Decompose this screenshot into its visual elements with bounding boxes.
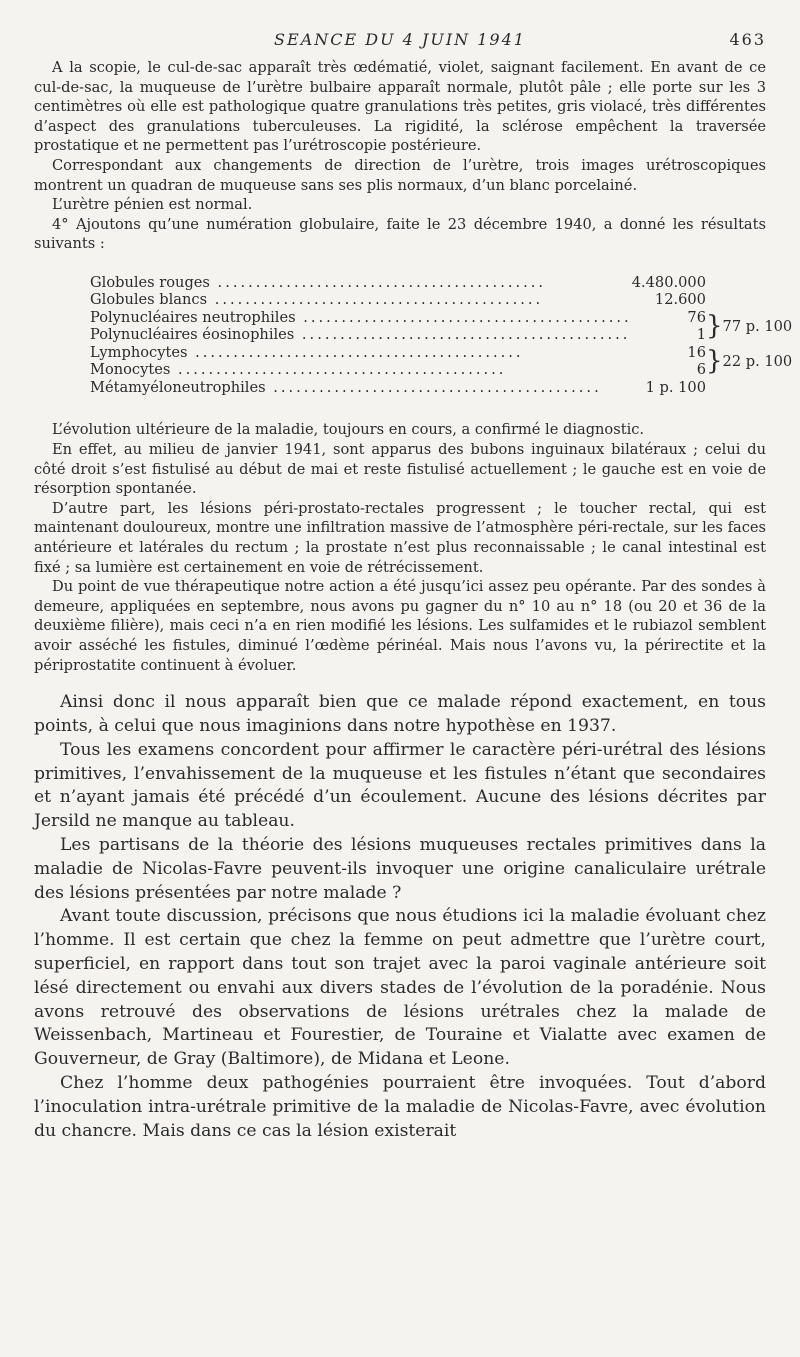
row-label: Globules blancs	[90, 291, 208, 309]
row-value: 16	[687, 343, 706, 361]
case-report-section-2	[34, 420, 766, 675]
row-label: Polynucléaires éosinophiles	[90, 326, 295, 344]
paragraph: Ainsi donc il nous apparaît bien que ce malade répond exactement, en tous points, à celui que nous imaginions dans notre hypothèse en 1937.	[34, 692, 766, 736]
blood-row: Lymphocytes ........................................... 16 } 22 p. 100	[90, 344, 792, 362]
row-label: Lymphocytes	[90, 343, 188, 361]
case-report-section-1	[34, 58, 766, 254]
row-label: Monocytes	[90, 361, 171, 379]
blood-row: Polynucléaires neutrophiles ........................................... 76 } 77 p. 100	[90, 309, 792, 327]
row-label: Globules rouges	[90, 273, 210, 291]
row-value: 76	[687, 308, 706, 326]
paragraph: Correspondant aux changements de direction de l’urètre, trois images urétroscopiques montrent un quadran de muqueuse sans ses plis normaux, d’un blanc porcelainé.	[34, 156, 766, 194]
blood-row: Monocytes ........................................... 6	[90, 361, 706, 379]
blood-row: Polynucléaires éosinophiles ........................................... 1	[90, 326, 706, 344]
page-number: 463	[729, 30, 766, 49]
row-value: 12.600	[654, 291, 706, 309]
row-label: Polynucléaires neutrophiles	[90, 308, 296, 326]
paragraph: L’évolution ultérieure de la maladie, toujours en cours, a confirmé le diagnostic.	[52, 421, 645, 439]
header-title: SEANCE DU 4 JUIN 1941	[274, 30, 526, 49]
row-value: 1 p. 100	[645, 378, 706, 396]
brace: }	[705, 311, 723, 342]
group-total: 22 p. 100	[722, 352, 793, 370]
group-total: 77 p. 100	[722, 317, 793, 335]
blood-row: Globules rouges ........................................... 4.480.000	[90, 273, 706, 291]
paragraph: Les partisans de la théorie des lésions muqueuses rectales primitives dans la maladie de Nicolas-Favre peuvent-ils invoquer une origine canaliculaire urétrale des lésions présentées par notre malade ?	[34, 834, 766, 903]
page	[34, 30, 793, 1143]
running-header	[34, 30, 766, 58]
blood-row: Métamyéloneutrophiles ........................................... 1 p. 100	[90, 378, 706, 396]
paragraph: A la scopie, le cul-de-sac apparaît très œdématié, violet, saignant facilement. En avant de ce cul-de-sac, la muqueuse de l’urètre bulbaire apparaît normale, plutôt pâle ; elle porte sur les 3 centimètres où elle est pathologique quatre granulations très petites, gris violacé, très différentes d’aspect des granulations tuberculeuses. La rigidité, la sclérose empêchent la traversée prostatique et ne permettent pas l’urétroscopie postérieure.	[34, 59, 766, 155]
paragraph: 4° Ajoutons qu’une numération globulaire, faite le 23 décembre 1940, a donné les résultats suivants :	[34, 215, 766, 253]
row-value: 4.480.000	[631, 273, 706, 291]
paragraph: Tous les examens concordent pour affirmer le caractère péri-urétral des lésions primitives, l’envahissement de la muqueuse et les fistules n’étant que secondaires et n’ayant jamais été précédé d’un écoulement. Aucune des lésions décrites par Jersild ne manque au tableau.	[34, 739, 766, 832]
row-value: 6	[696, 361, 706, 379]
blood-row: Globules blancs ........................................... 12.600	[90, 291, 706, 309]
paragraph: Chez l’homme deux pathogénies pourraient être invoquées. Tout d’abord l’inoculation intra-urétrale primitive de la maladie de Nicolas-Favre, avec évolution du chancre. Mais dans ce cas la lésion existerait	[34, 1072, 766, 1141]
discussion-section	[34, 691, 766, 1143]
brace: }	[705, 346, 723, 377]
paragraph: Du point de vue thérapeutique notre action a été jusqu’ici assez peu opérante. Par des sondes à demeure, appliquées en septembre, nous avons pu gagner du n° 10 au n° 18 (ou 20 et 36 de la deuxième filière), mais ceci n’a en rien modifié les lésions. Les sulfamides et le rubiazol semblent avoir asséché les fistules, diminué l’œdème périnéal. Mais nous l’avons vu, la périrectite et la périprostatite continuent à évoluer.	[34, 578, 766, 674]
blood-count-table	[90, 274, 792, 397]
row-label: Métamyéloneutrophiles	[90, 378, 266, 396]
paragraph: L’urètre pénien est normal.	[52, 196, 253, 214]
paragraph: Avant toute discussion, précisons que nous étudions ici la maladie évoluant chez l’homme. Il est certain que chez la femme on peut admettre que l’urètre court, superficiel, en rapport dans tout son trajet avec la paroi vaginale antérieure soit lésé directement ou envahi aux divers stades de l’évolution de la poradénie. Nous avons retrouvé des observations de lésions urétrales chez la malade de Weissenbach, Martineau et Fourestier, de Touraine et Vialatte avec examen de Gouverneur, de Gray (Baltimore), de Midana et Leone.	[34, 906, 766, 1070]
paragraph: En effet, au milieu de janvier 1941, sont apparus des bubons inguinaux bilatéraux ; celui du côté droit s’est fistulisé au début de mai et reste fistulisé actuellement ; le gauche est en voie de résorption spontanée.	[34, 441, 766, 498]
row-value: 1	[696, 326, 706, 344]
paragraph: D’autre part, les lésions péri-prostato-rectales progressent ; le toucher rectal, qui est maintenant douloureux, montre une infiltration massive de l’atmosphère péri-rectale, sur les faces antérieure et latérales du rectum ; la prostate n’est plus reconnaissable ; le canal intestinal est fixé ; sa lumière est certainement en voie de rétrécissement.	[34, 499, 766, 576]
